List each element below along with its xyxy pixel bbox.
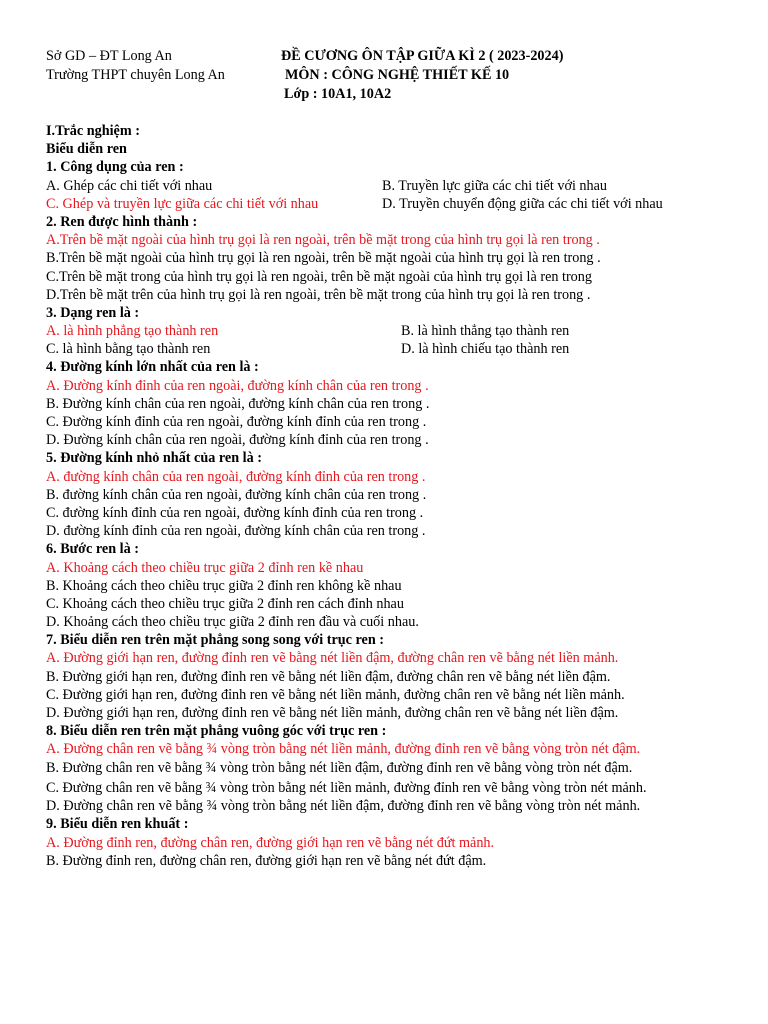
option-c: C. Khoảng cách theo chiều trục giữa 2 đỉnh ren cách đỉnh nhau bbox=[46, 595, 404, 612]
option-a-correct: A. Khoảng cách theo chiều trục giữa 2 đỉnh ren kề nhau bbox=[46, 559, 364, 576]
option-a-correct: A. Đường giới hạn ren, đường đỉnh ren vẽ bằng nét liền đậm, đường chân ren vẽ bằng nét liền mảnh. bbox=[46, 650, 619, 667]
section-heading: I.Trắc nghiệm : bbox=[46, 123, 140, 139]
question-title: 7. Biểu diễn ren trên mặt phẳng song song với trục ren : bbox=[46, 632, 384, 649]
option-c: C. đường kính đỉnh của ren ngoài, đường kính đỉnh của ren trong . bbox=[46, 504, 424, 521]
option-c: C. là hình bằng tạo thành ren bbox=[46, 341, 211, 358]
option-b: B. Đường đỉnh ren, đường chân ren, đường giới hạn ren vẽ bằng nét đứt đậm. bbox=[46, 852, 487, 869]
option-c: C. Đường kính đỉnh của ren ngoài, đường kính đỉnh của ren trong . bbox=[46, 414, 427, 430]
header-right bbox=[281, 47, 563, 104]
option-b: B. Đường kính chân của ren ngoài, đường kính chân của ren trong . bbox=[46, 395, 430, 412]
question-title: 8. Biểu diễn ren trên mặt phẳng vuông góc với trục ren : bbox=[46, 723, 387, 740]
question-title: 9. Biểu diễn ren khuất : bbox=[46, 816, 189, 833]
option-a-correct: A. Đường chân ren vẽ bằng ¾ vòng tròn bằng nét liền mảnh, đường đỉnh ren vẽ bằng vòng tròn nét đậm. bbox=[46, 741, 641, 758]
option-b: B. đường kính chân của ren ngoài, đường kính chân của ren trong . bbox=[46, 486, 427, 503]
option-a-correct: A.Trên bề mặt ngoài của hình trụ gọi là ren ngoài, trên bề mặt trong của hình trụ gọi là ren trong . bbox=[46, 232, 600, 249]
option-c: C.Trên bề mặt trong của hình trụ gọi là ren ngoài, trên bề mặt ngoài của hình trụ gọi là ren trong bbox=[46, 268, 592, 285]
option-a-correct: A. Đường đỉnh ren, đường chân ren, đường giới hạn ren vẽ bằng nét đứt mảnh. bbox=[46, 834, 495, 851]
option-b: B. Truyền lực giữa các chi tiết với nhau bbox=[382, 177, 608, 194]
option-d: D.Trên bề mặt trên của hình trụ gọi là ren ngoài, trên bề mặt trong của hình trụ gọi là ren trong . bbox=[46, 286, 591, 303]
class-line: Lớp : 10A1, 10A2 bbox=[284, 86, 392, 102]
subject-line: MÔN : CÔNG NGHỆ THIẾT KẾ 10 bbox=[285, 67, 510, 83]
option-d: D. Đường chân ren vẽ bằng ¾ vòng tròn bằng nét liền đậm, đường đỉnh ren vẽ bằng vòng tròn nét mảnh. bbox=[46, 797, 641, 814]
question-title: 2. Ren được hình thành : bbox=[46, 213, 198, 230]
option-b: B. là hình thẳng tạo thành ren bbox=[401, 323, 570, 340]
option-a-correct: A. Đường kính đỉnh của ren ngoài, đường kính chân của ren trong . bbox=[46, 377, 429, 394]
option-b: B. Đường giới hạn ren, đường đỉnh ren vẽ bằng nét liền đậm, đường chân ren vẽ bằng nét liền đậm. bbox=[46, 668, 611, 685]
department-name: Sở GD – ĐT Long An bbox=[46, 48, 172, 64]
option-b: B. Khoảng cách theo chiều trục giữa 2 đỉnh ren không kề nhau bbox=[46, 577, 402, 594]
document-body bbox=[46, 122, 736, 870]
option-d: D. đường kính đỉnh của ren ngoài, đường kính chân của ren trong . bbox=[46, 523, 426, 540]
option-c-correct: C. Ghép và truyền lực giữa các chi tiết với nhau bbox=[46, 195, 319, 212]
document-title: ĐỀ CƯƠNG ÔN TẬP GIỮA KÌ 2 ( 2023-2024) bbox=[281, 48, 564, 64]
question-title: 1. Công dụng của ren : bbox=[46, 159, 184, 176]
option-d: D. Khoảng cách theo chiều trục giữa 2 đỉnh ren đầu và cuối nhau. bbox=[46, 614, 419, 631]
option-b: B. Đường chân ren vẽ bằng ¾ vòng tròn bằng nét liền đậm, đường đỉnh ren vẽ bằng vòng tròn nét đậm. bbox=[46, 759, 633, 776]
option-row bbox=[46, 195, 736, 213]
question-title: 5. Đường kính nhỏ nhất của ren là : bbox=[46, 450, 262, 467]
option-row bbox=[46, 177, 736, 195]
question-title: 6. Bước ren là : bbox=[46, 541, 139, 558]
option-a-correct: A. đường kính chân của ren ngoài, đường kính đỉnh của ren trong . bbox=[46, 468, 426, 485]
question-title: 3. Dạng ren là : bbox=[46, 304, 140, 321]
option-b: B.Trên bề mặt ngoài của hình trụ gọi là ren ngoài, trên bề mặt ngoài của hình trụ gọi là ren trong . bbox=[46, 250, 601, 267]
option-row bbox=[46, 340, 736, 358]
option-a: A. Ghép các chi tiết với nhau bbox=[46, 177, 213, 194]
option-d: D. là hình chiếu tạo thành ren bbox=[401, 341, 570, 358]
option-c: C. Đường chân ren vẽ bằng ¾ vòng tròn bằng nét liền mảnh, đường đỉnh ren vẽ bằng vòng tròn nét mảnh. bbox=[46, 779, 647, 796]
question-title: 4. Đường kính lớn nhất của ren là : bbox=[46, 359, 259, 376]
option-row bbox=[46, 322, 736, 340]
header-left bbox=[46, 47, 225, 85]
topic-heading: Biểu diễn ren bbox=[46, 141, 127, 158]
option-a-correct: A. là hình phẳng tạo thành ren bbox=[46, 323, 219, 340]
option-d: D. Đường kính chân của ren ngoài, đường kính đỉnh của ren trong . bbox=[46, 432, 429, 449]
option-c: C. Đường giới hạn ren, đường đỉnh ren vẽ bằng nét liền mảnh, đường chân ren vẽ bằng nét liền mảnh. bbox=[46, 686, 625, 703]
option-d: D. Truyền chuyển động giữa các chi tiết với nhau bbox=[382, 195, 663, 212]
school-name: Trường THPT chuyên Long An bbox=[46, 67, 225, 83]
option-d: D. Đường giới hạn ren, đường đỉnh ren vẽ bằng nét liền mảnh, đường chân ren vẽ bằng nét liền đậm. bbox=[46, 705, 619, 721]
